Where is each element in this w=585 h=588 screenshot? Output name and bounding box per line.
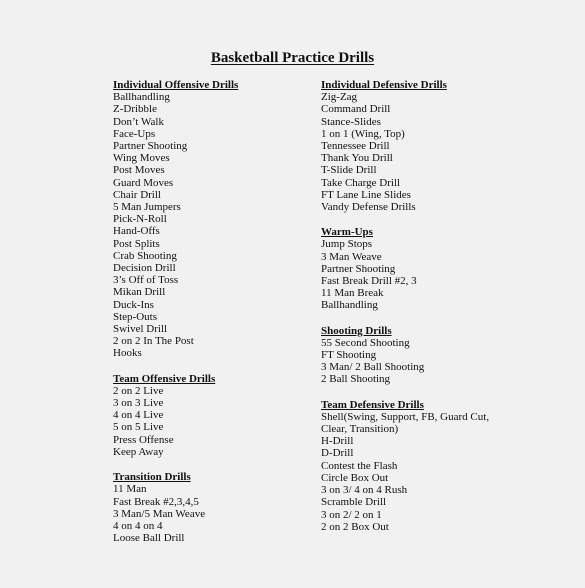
left-column: [113, 79, 313, 544]
drill-item: 55 Second Shooting: [321, 336, 410, 349]
drill-item: Swivel Drill: [113, 323, 168, 336]
drill-item: Clear, Transition): [321, 423, 399, 436]
section-shooting-drills: [321, 325, 541, 386]
drill-item: Post Splits: [113, 237, 160, 250]
drill-item: 2 Ball Shooting: [321, 373, 391, 386]
drill-item: 2 on 2 Live: [113, 384, 164, 397]
drill-item: Vandy Defense Drills: [321, 201, 416, 214]
drill-item: Guard Moves: [113, 176, 174, 189]
drill-item: 3 Man/5 Man Weave: [113, 507, 206, 520]
drill-item: FT Shooting: [321, 349, 377, 362]
drill-item: Ballhandling: [321, 299, 378, 312]
drill-item: Hand-Offs: [113, 225, 160, 238]
drill-item: Crab Shooting: [113, 249, 177, 262]
right-column: [321, 79, 541, 533]
drill-item: Tennessee Drill: [321, 140, 390, 153]
drill-item: FT Lane Line Slides: [321, 188, 411, 201]
drill-item: Fast Break Drill #2, 3: [321, 275, 417, 288]
drill-item: Chair Drill: [113, 188, 161, 201]
drill-item: Take Charge Drill: [321, 176, 401, 189]
drill-item: 5 on 5 Live: [113, 421, 164, 434]
drill-item: Jump Stops: [321, 238, 373, 251]
section-warm-ups: [321, 226, 541, 311]
drill-item: 4 on 4 on 4: [113, 519, 163, 532]
drill-item: D-Drill: [321, 447, 354, 460]
drill-item: 2 on 2 In The Post: [113, 335, 194, 348]
drill-item: 3 Man/ 2 Ball Shooting: [321, 361, 425, 374]
drill-item: Circle Box Out: [321, 471, 389, 484]
drill-item: Step-Outs: [113, 310, 157, 323]
section-heading: Individual Defensive Drills: [321, 79, 447, 91]
section-heading: Team Offensive Drills: [113, 372, 216, 385]
drill-item: Duck-Ins: [113, 298, 154, 311]
drill-item: Loose Ball Drill: [113, 532, 185, 545]
drill-item: Wing Moves: [113, 152, 170, 165]
drill-item: 3 Man Weave: [321, 250, 382, 263]
drill-item: Post Moves: [113, 164, 165, 177]
drill-item: H-Drill: [321, 435, 354, 448]
drill-item: Press Offense: [113, 433, 174, 446]
section-transition-drills: [113, 471, 313, 544]
section-heading: Team Defensive Drills: [321, 398, 424, 411]
section-heading: Individual Offensive Drills: [113, 79, 239, 91]
drill-item: Partner Shooting: [113, 140, 188, 153]
drill-item: Face-Ups: [113, 127, 156, 140]
drill-item: Stance-Slides: [321, 115, 381, 128]
drill-item: Scramble Drill: [321, 496, 387, 509]
drill-item: Ballhandling: [113, 91, 170, 104]
drill-item: 3 on 2/ 2 on 1: [321, 508, 382, 521]
drill-item: 1 on 1 (Wing, Top): [321, 127, 405, 140]
drill-item: Pick-N-Roll: [113, 213, 167, 226]
section-individual-defensive-drills: [321, 79, 541, 213]
drill-item: 3’s Off of Toss: [113, 274, 179, 287]
drill-item: Decision Drill: [113, 262, 176, 275]
drill-item: Z-Dribble: [113, 103, 157, 116]
drill-item: Command Drill: [321, 103, 391, 116]
drill-item: Zig-Zag: [321, 91, 358, 104]
section-team-defensive-drills: [321, 399, 541, 533]
drill-item: Hooks: [113, 347, 142, 360]
drill-item: Thank You Drill: [321, 152, 393, 165]
drill-item: Contest the Flash: [321, 459, 398, 472]
section-individual-offensive-drills: [113, 79, 313, 360]
drill-item: Mikan Drill: [113, 286, 166, 299]
drill-item: 3 on 3/ 4 on 4 Rush: [321, 484, 408, 497]
drill-item: Keep Away: [113, 445, 164, 458]
page-title: Basketball Practice Drills: [210, 50, 375, 66]
drill-item: T-Slide Drill: [321, 164, 377, 177]
drill-item: 4 on 4 Live: [113, 409, 164, 422]
drill-item: 3 on 3 Live: [113, 397, 164, 410]
section-heading: Transition Drills: [113, 471, 191, 484]
section-heading: Warm-Ups: [321, 226, 373, 239]
section-team-offensive-drills: [113, 373, 313, 458]
drill-item: 11 Man Break: [321, 287, 384, 300]
section-heading: Shooting Drills: [321, 324, 392, 337]
drill-item: 2 on 2 Box Out: [321, 520, 389, 533]
drill-item: 11 Man: [113, 483, 147, 496]
drill-item: Shell(Swing, Support, FB, Guard Cut,: [321, 410, 490, 423]
drill-item: Partner Shooting: [321, 262, 396, 275]
drill-item: Fast Break #2,3,4,5: [113, 495, 199, 508]
drill-item: Don’t Walk: [113, 115, 164, 128]
drill-item: 5 Man Jumpers: [113, 201, 181, 214]
